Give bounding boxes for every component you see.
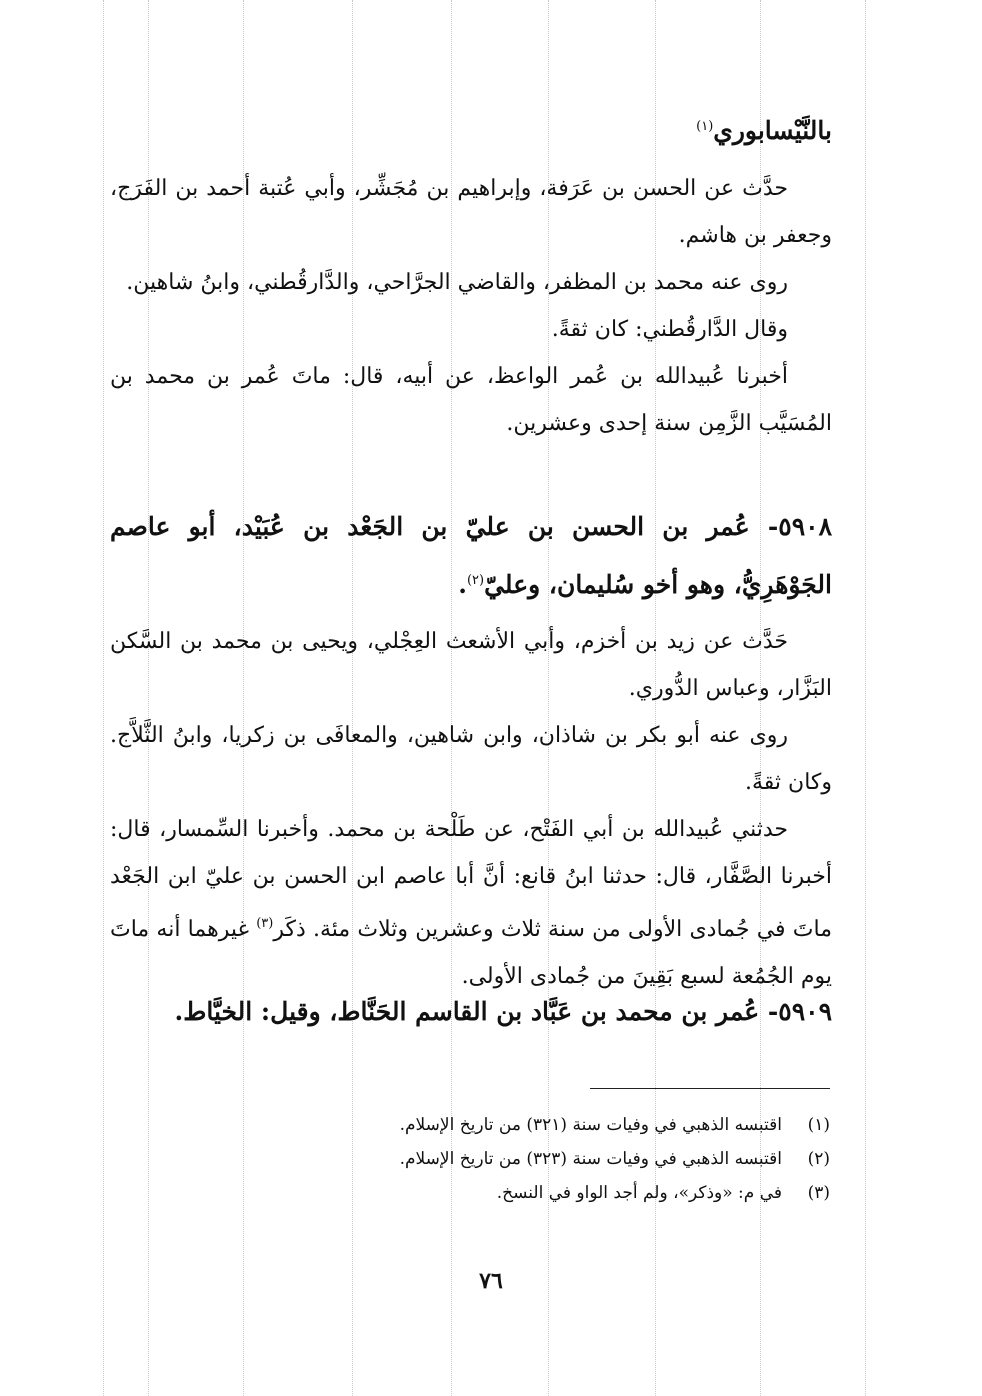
footnote-item xyxy=(300,1176,830,1210)
entry-title-text: ٥٩٠٨- عُمر بن الحسن بن عليّ بن الجَعْد بن عُبَيْد، أبو عاصم الجَوْهَرِيُّ، وهو أخو سُليمان، وعليّ xyxy=(110,512,832,599)
entry-5909-block xyxy=(110,985,832,1039)
footnote-number: (٣) xyxy=(807,1183,830,1203)
bio-block-a xyxy=(110,165,832,447)
entry-5908-block xyxy=(110,500,832,612)
entry-5908-title xyxy=(110,500,832,612)
entry-5909-title: ٥٩٠٩- عُمر بن محمد بن عَبَّاد بن القاسم الحَنَّاط، وقيل: الخيَّاط. xyxy=(174,997,832,1026)
footnote-ref: (١) xyxy=(696,119,714,134)
paragraph-text: حدثني عُبيدالله بن أبي الفَتْح، عن طَلْحة بن محمد. وأخبرنا السِّمسار، قال: أخبرنا الصَّفَّار، قال: حدثنا ابنُ قانع: أنَّ أبا عاصم ابن الحسن بن عليّ ابن الجَعْد ماتَ في جُمادى الأولى من سنة ثلاث وعشرين وثلاث مئة. ذكَر xyxy=(110,817,832,942)
paragraph: روى عنه محمد بن المظفر، والقاضي الجرَّاحي، والدَّارقُطني، وابنُ شاهين. xyxy=(126,270,788,295)
footnote-text: اقتبسه الذهبي في وفيات سنة (٣٢١) من تاريخ الإسلام. xyxy=(399,1115,782,1135)
paragraph: روى عنه أبو بكر بن شاذان، وابن شاهين، والمعافَى بن زكريا، وابنُ الثَّلاَّج. وكان ثقةً. xyxy=(110,723,832,795)
footnotes xyxy=(300,1108,830,1210)
footnote-ref: (٢) xyxy=(466,573,485,588)
footnote-ref: (٣) xyxy=(256,916,274,931)
paragraph: وقال الدَّارقُطني: كان ثقةً. xyxy=(551,317,788,342)
paragraph xyxy=(110,806,832,1000)
footnote-number: (٢) xyxy=(807,1149,830,1169)
footnote-number: (١) xyxy=(807,1115,830,1135)
page-number: ٧٦ xyxy=(479,1268,503,1294)
paragraph: أخبرنا عُبيدالله بن عُمر الواعظ، عن أبيه، قال: ماتَ عُمر بن محمد بن المُسَيَّب الزَّمِن سنة إحدى وعشرين. xyxy=(110,364,832,436)
heading-text: بالنَّيْسابوري xyxy=(713,116,832,145)
footnote-item xyxy=(300,1108,830,1142)
paragraph-text: غيرهما أنه ماتَ يوم الجُمُعة لسبع بَقِينَ من جُمادى الأولى. xyxy=(110,917,832,989)
footnote-separator xyxy=(590,1088,830,1089)
footnote-item xyxy=(300,1142,830,1176)
bio-block-b xyxy=(110,618,832,1000)
scan-guide-line xyxy=(865,0,866,1396)
footnote-text: اقتبسه الذهبي في وفيات سنة (٣٢٣) من تاريخ الإسلام. xyxy=(399,1149,782,1169)
heading-block xyxy=(110,100,832,158)
footnote-text: في م: «وذكر»، ولم أجد الواو في النسخ. xyxy=(496,1183,782,1203)
entry-title-tail: . xyxy=(458,570,467,599)
paragraph: حدَّث عن الحسن بن عَرَفة، وإبراهيم بن مُجَشِّر، وأبي عُتبة أحمد بن الفَرَج، وجعفر بن هاشم. xyxy=(110,176,832,248)
paragraph: حَدَّث عن زيد بن أخزم، وأبي الأشعث العِجْلي، ويحيى بن محمد بن السَّكن البَزَّار، وعباس الدُّوري. xyxy=(110,629,832,701)
scan-guide-line xyxy=(103,0,104,1396)
entry-heading-continuation xyxy=(110,100,832,158)
